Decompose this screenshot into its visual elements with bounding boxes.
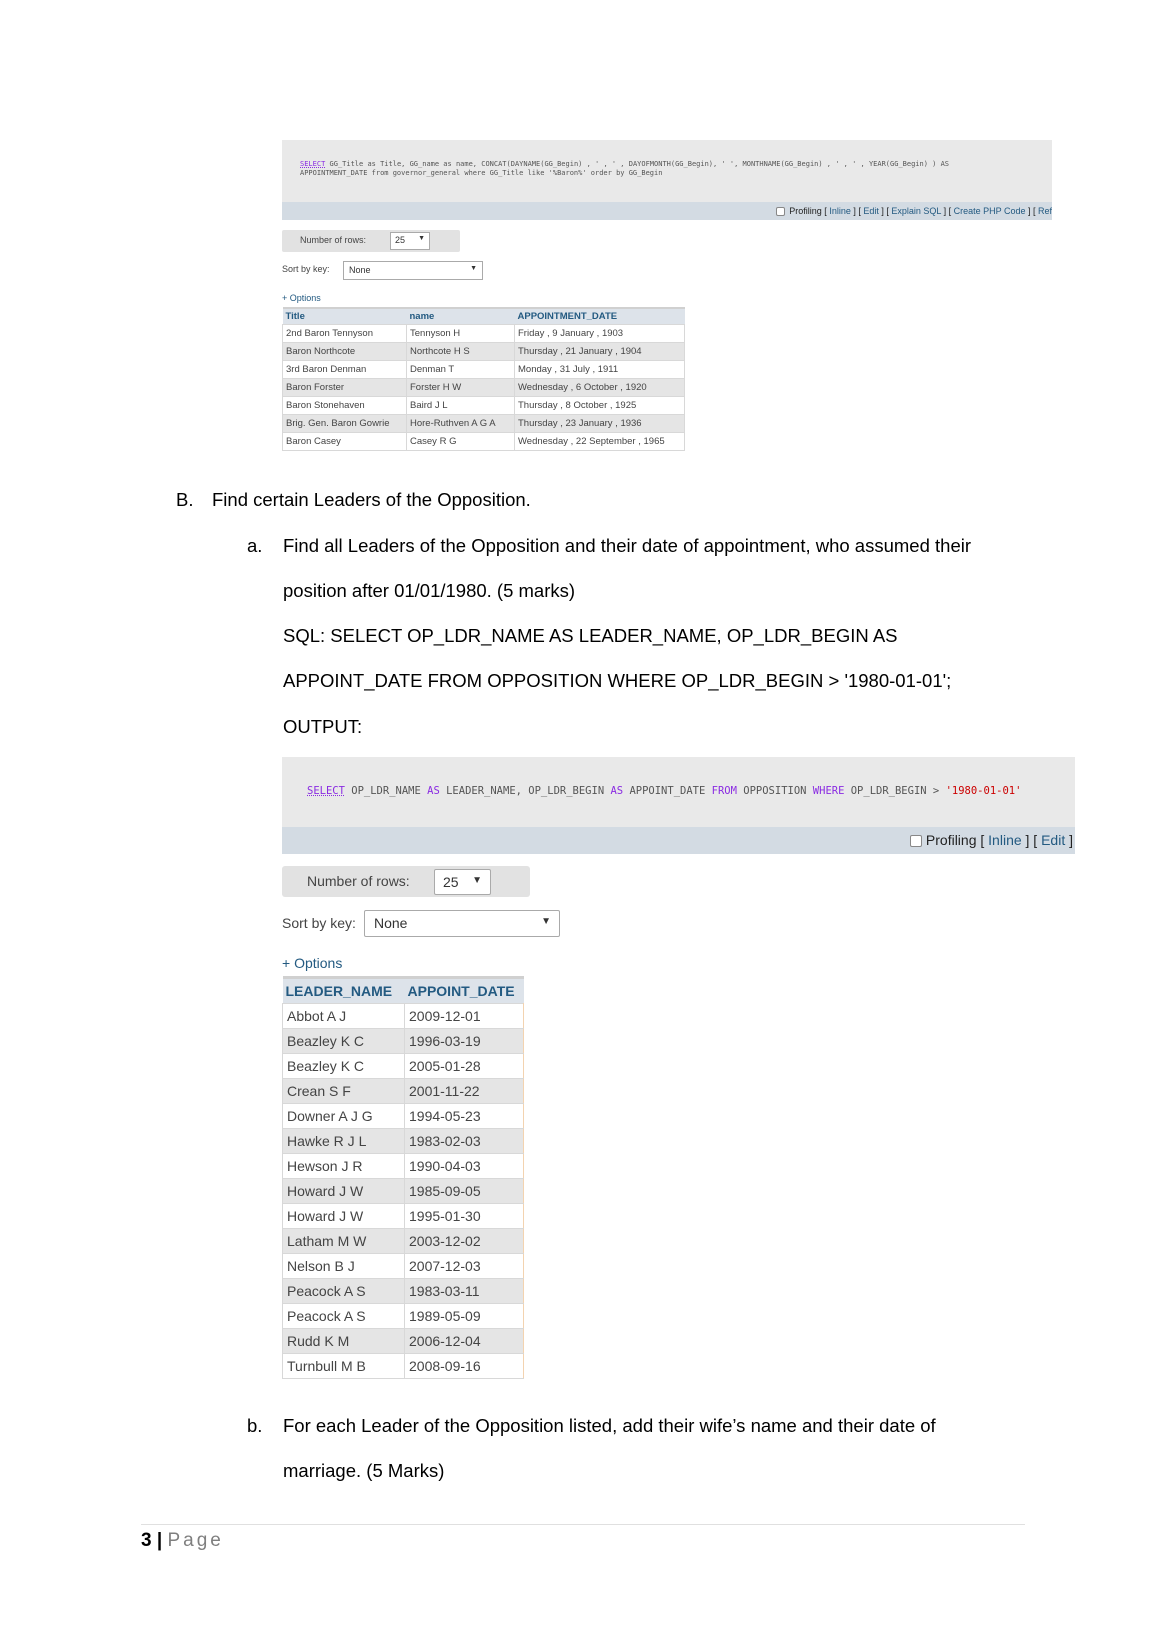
table-row: [283, 1029, 524, 1054]
table-cell: 1995-01-30: [405, 1204, 524, 1229]
table-cell: Denman T: [407, 361, 515, 379]
table-cell: Casey R G: [407, 433, 515, 451]
caret-down-icon: ▼: [418, 235, 425, 242]
table-cell: Baron Stonehaven: [283, 397, 407, 415]
page-footer: [141, 1530, 224, 1552]
table-cell: 2001-11-22: [405, 1079, 524, 1104]
table-cell: Thursday , 8 October , 1925: [515, 397, 685, 415]
table-cell: 2nd Baron Tennyson: [283, 325, 407, 343]
table-header-row: [283, 978, 524, 1004]
refresh-link[interactable]: Ref: [1037, 206, 1052, 216]
table-row: [283, 325, 685, 343]
table-row: [283, 415, 685, 433]
table-cell: Hore-Ruthven A G A: [407, 415, 515, 433]
sort-value: None: [374, 915, 408, 931]
footer-divider: [141, 1524, 1025, 1525]
column-header[interactable]: LEADER_NAME: [283, 978, 405, 1004]
table-cell: Baron Northcote: [283, 343, 407, 361]
inline-link[interactable]: Inline: [988, 832, 1022, 848]
table-row: [283, 1179, 524, 1204]
table-row: [283, 1304, 524, 1329]
table-cell: 1983-02-03: [405, 1129, 524, 1154]
table-cell: Howard J W: [283, 1204, 405, 1229]
rows-value: 25: [395, 235, 406, 245]
table-cell: Wednesday , 6 October , 1920: [515, 379, 685, 397]
explain-sql-link[interactable]: Explain SQL: [891, 206, 942, 216]
sql-keyword: SELECT: [300, 160, 326, 168]
table-cell: Thursday , 23 January , 1936: [515, 415, 685, 433]
sql-text: OP_LDR_BEGIN >: [844, 785, 946, 797]
item-bb-marker: b.: [247, 1415, 263, 1436]
sql-text: OPPOSITION: [736, 785, 813, 797]
table-cell: 2006-12-04: [405, 1329, 524, 1354]
table-cell: Tennyson H: [407, 325, 515, 343]
sql-query-text-1: [300, 160, 1045, 178]
column-header[interactable]: Title: [283, 308, 407, 325]
table-cell: Monday , 31 July , 1911: [515, 361, 685, 379]
results-table-2: [282, 976, 524, 1379]
sql-keyword: AS: [610, 785, 624, 797]
profiling-links-2: Profiling [ Inline ] [ Edit ]: [910, 832, 1073, 848]
table-cell: 1985-09-05: [405, 1179, 524, 1204]
table-cell: 2007-12-03: [405, 1254, 524, 1279]
sql-text-line1: GG_Title as Title, GG_name as name, CONCAT(DAYNAME(GG_Begin) , ' , ' , DAYOFMONTH(GG_Begin), ' ', MONTHNAME(GG_Begin) , ' , ' , YEAR(GG_Begin) ) AS: [325, 160, 950, 168]
table-row: [283, 397, 685, 415]
rows-control-1: [282, 230, 460, 252]
table-cell: Peacock A S: [283, 1304, 405, 1329]
sort-label: Sort by key:: [282, 264, 330, 274]
sort-key-1: [282, 264, 330, 274]
sql-statement-line1: SQL: SELECT OP_LDR_NAME AS LEADER_NAME, OP_LDR_BEGIN AS: [283, 625, 898, 646]
output-label: OUTPUT:: [283, 716, 363, 737]
item-a-line2: position after 01/01/1980. (5 marks): [283, 580, 576, 601]
table-cell: 2008-09-16: [405, 1354, 524, 1379]
table-row: [283, 1204, 524, 1229]
table-row: [283, 1129, 524, 1154]
table-row: [283, 1229, 524, 1254]
profiling-checkbox[interactable]: [776, 207, 785, 216]
create-php-code-link[interactable]: Create PHP Code: [953, 206, 1026, 216]
rows-control-2: [282, 866, 530, 897]
sql-query-text-2: [307, 785, 1021, 797]
table-cell: 1990-04-03: [405, 1154, 524, 1179]
table-cell: Wednesday , 22 September , 1965: [515, 433, 685, 451]
caret-down-icon: ▼: [470, 265, 477, 272]
table-cell: 2009-12-01: [405, 1004, 524, 1029]
sql-statement-line2: APPOINT_DATE FROM OPPOSITION WHERE OP_LDR_BEGIN > '1980-01-01';: [283, 670, 952, 691]
table-row: [283, 1079, 524, 1104]
table-cell: Northcote H S: [407, 343, 515, 361]
sql-keyword: FROM: [711, 785, 737, 797]
table-row: [283, 433, 685, 451]
options-link-1[interactable]: + Options: [282, 293, 321, 303]
table-cell: Rudd K M: [283, 1329, 405, 1354]
sort-value: None: [349, 265, 371, 275]
caret-down-icon: ▼: [472, 875, 482, 886]
column-header[interactable]: APPOINT_DATE: [405, 978, 524, 1004]
item-b-marker: B.: [176, 489, 194, 510]
table-cell: Brig. Gen. Baron Gowrie: [283, 415, 407, 433]
table-row: [283, 343, 685, 361]
page-separator: |: [156, 1530, 163, 1551]
table-row: [283, 1354, 524, 1379]
table-cell: Baron Forster: [283, 379, 407, 397]
item-b-text: Find certain Leaders of the Opposition.: [212, 489, 531, 510]
table-cell: 1983-03-11: [405, 1279, 524, 1304]
table-row: [283, 1329, 524, 1354]
edit-link[interactable]: Edit: [863, 206, 879, 216]
table-cell: Turnbull M B: [283, 1354, 405, 1379]
sql-text: OP_LDR_NAME: [344, 785, 428, 797]
inline-link[interactable]: Inline: [829, 206, 851, 216]
table-cell: 1996-03-19: [405, 1029, 524, 1054]
column-header[interactable]: name: [407, 308, 515, 325]
edit-link[interactable]: Edit: [1041, 832, 1066, 848]
results-table-1: [282, 307, 685, 451]
table-row: [283, 1004, 524, 1029]
page-word: Page: [167, 1530, 224, 1551]
table-cell: Latham M W: [283, 1229, 405, 1254]
sort-select-1[interactable]: [343, 261, 483, 280]
query-toolbar-1: [282, 202, 1052, 220]
table-cell: Baird J L: [407, 397, 515, 415]
item-a-line1: Find all Leaders of the Opposition and their date of appointment, who assumed their: [283, 535, 972, 556]
table-cell: Beazley K C: [283, 1054, 405, 1079]
table-cell: Friday , 9 January , 1903: [515, 325, 685, 343]
table-cell: Nelson B J: [283, 1254, 405, 1279]
table-row: [283, 1054, 524, 1079]
table-row: [283, 1104, 524, 1129]
table-cell: 1989-05-09: [405, 1304, 524, 1329]
table-cell: 1994-05-23: [405, 1104, 524, 1129]
table-row: [283, 1254, 524, 1279]
options-link-2[interactable]: + Options: [282, 955, 343, 971]
profiling-label: Profiling: [789, 206, 822, 216]
rows-value: 25: [443, 874, 459, 890]
table-cell: Hawke R J L: [283, 1129, 405, 1154]
caret-down-icon: ▼: [541, 916, 551, 927]
column-header[interactable]: APPOINTMENT_DATE: [515, 308, 685, 325]
rows-label: Number of rows:: [300, 235, 367, 245]
item-a-marker: a.: [247, 535, 263, 556]
sql-keyword: SELECT: [307, 785, 345, 797]
table-row: [283, 1279, 524, 1304]
table-cell: Crean S F: [283, 1079, 405, 1104]
profiling-links-1: Profiling [ Inline ] [ Edit ] [ Explain SQL ] [ Create PHP Code ] [ Ref: [776, 206, 1052, 216]
query-toolbar-2: [282, 827, 1075, 854]
sort-key-2: [282, 915, 356, 931]
sql-text: APPOINT_DATE: [623, 785, 712, 797]
table-cell: 2005-01-28: [405, 1054, 524, 1079]
table-cell: Howard J W: [283, 1179, 405, 1204]
rows-select[interactable]: [390, 232, 430, 250]
rows-label: Number of rows:: [307, 873, 410, 889]
item-bb-line2: marriage. (5 Marks): [283, 1460, 445, 1481]
table-row: [283, 361, 685, 379]
profiling-label: Profiling: [925, 832, 977, 848]
table-row: [283, 1154, 524, 1179]
page-number: 3: [141, 1530, 152, 1551]
sort-label: Sort by key:: [282, 915, 356, 931]
table-cell: Abbot A J: [283, 1004, 405, 1029]
item-bb-line1: For each Leader of the Opposition listed, add their wife’s name and their date of: [283, 1415, 936, 1436]
rows-select[interactable]: [434, 869, 491, 895]
table-row: [283, 379, 685, 397]
table-cell: 3rd Baron Denman: [283, 361, 407, 379]
profiling-checkbox[interactable]: [910, 835, 922, 847]
table-cell: Hewson J R: [283, 1154, 405, 1179]
table-cell: 2003-12-02: [405, 1229, 524, 1254]
sql-text: LEADER_NAME, OP_LDR_BEGIN: [439, 785, 611, 797]
table-cell: Baron Casey: [283, 433, 407, 451]
sort-select-2[interactable]: [364, 910, 560, 937]
sql-keyword: WHERE: [812, 785, 845, 797]
table-cell: Downer A J G: [283, 1104, 405, 1129]
sql-string: '1980-01-01': [945, 785, 1022, 797]
table-cell: Thursday , 21 January , 1904: [515, 343, 685, 361]
table-cell: Peacock A S: [283, 1279, 405, 1304]
table-cell: Forster H W: [407, 379, 515, 397]
sql-text-line2: APPOINTMENT_DATE from governor_general where GG_Title like '%Baron%' order by GG_Begin: [300, 169, 663, 177]
table-header-row: [283, 308, 685, 325]
table-cell: Beazley K C: [283, 1029, 405, 1054]
sql-keyword: AS: [427, 785, 440, 797]
